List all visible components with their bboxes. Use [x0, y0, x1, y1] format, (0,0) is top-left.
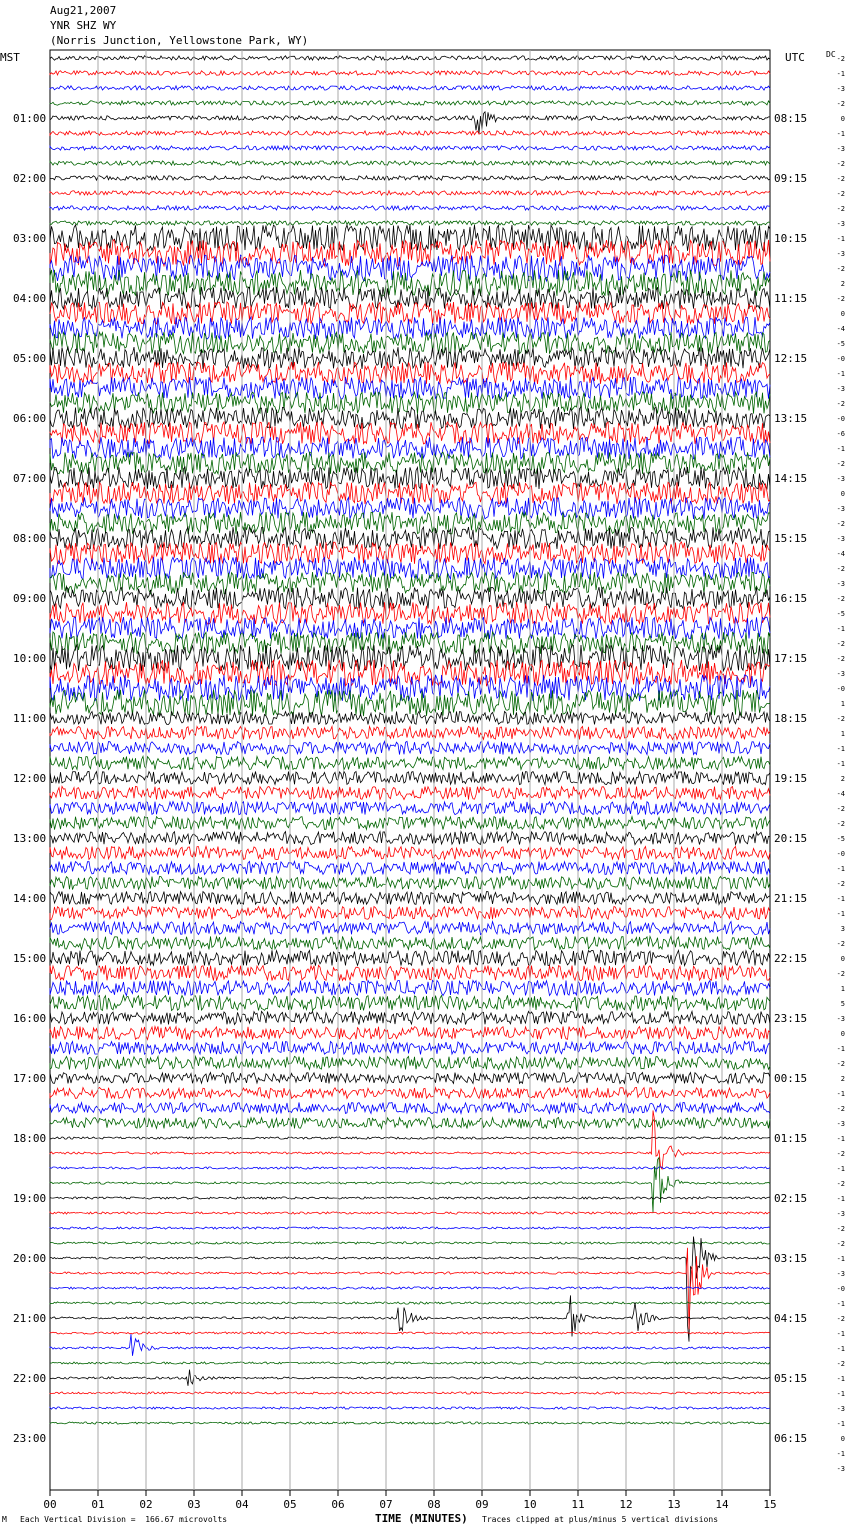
left-label-19: 20:00 — [13, 1252, 47, 1265]
dc-offset-67: -2 — [836, 1060, 845, 1068]
trace-21 — [50, 362, 770, 384]
dc-offset-5: -1 — [836, 130, 845, 138]
right-label-20: 04:15 — [774, 1312, 808, 1325]
corner-mark: M — [2, 1515, 7, 1524]
dc-offset-65: 0 — [840, 1030, 845, 1038]
dc-offset-16: -2 — [836, 295, 845, 303]
right-label-6: 14:15 — [774, 472, 808, 485]
trace-65 — [50, 1026, 770, 1039]
right-label-15: 23:15 — [774, 1012, 808, 1025]
trace-46 — [50, 741, 770, 754]
trace-79 — [50, 1242, 770, 1244]
left-label-10: 11:00 — [13, 712, 47, 725]
dc-offset-90: -3 — [836, 1405, 845, 1413]
right-label-8: 16:15 — [774, 592, 808, 605]
x-tick-label-14: 14 — [715, 1498, 729, 1511]
date-label: Aug21,2007 — [50, 4, 117, 17]
dc-offset-27: -2 — [836, 460, 845, 468]
dc-offset-43: 1 — [840, 700, 845, 708]
right-label-19: 03:15 — [774, 1252, 808, 1265]
dc-offset-62: 1 — [840, 985, 845, 993]
right-axis-title: UTC — [785, 51, 805, 64]
x-tick-label-12: 12 — [619, 1498, 633, 1511]
right-label-9: 17:15 — [774, 652, 808, 665]
dc-offset-33: -4 — [836, 550, 845, 558]
dc-offset-17: 0 — [840, 310, 845, 318]
right-label-1: 09:15 — [774, 172, 808, 185]
dc-offset-2: -3 — [836, 85, 845, 93]
dc-title: DC — [826, 50, 836, 59]
dc-offset-29: 0 — [840, 490, 845, 498]
plot-frame — [50, 50, 770, 1490]
dc-offset-66: -1 — [836, 1045, 845, 1053]
dc-offset-93: -1 — [836, 1450, 845, 1458]
left-label-20: 21:00 — [13, 1312, 47, 1325]
trace-48 — [50, 771, 770, 784]
trace-86 — [50, 1334, 770, 1356]
trace-60 — [50, 950, 770, 965]
trace-72 — [50, 1137, 770, 1139]
dc-offset-55: -2 — [836, 880, 845, 888]
dc-offset-26: -1 — [836, 445, 845, 453]
trace-51 — [50, 817, 770, 830]
trace-36 — [50, 587, 770, 609]
dc-offset-10: -2 — [836, 205, 845, 213]
dc-offset-87: -2 — [836, 1360, 845, 1368]
dc-offset-79: -2 — [836, 1240, 845, 1248]
right-label-10: 18:15 — [774, 712, 808, 725]
dc-offset-86: -1 — [836, 1345, 845, 1353]
clip-note: Traces clipped at plus/minus 5 vertical divisions — [482, 1515, 719, 1524]
left-label-18: 19:00 — [13, 1192, 47, 1205]
x-tick-label-2: 02 — [139, 1498, 153, 1511]
x-tick-label-9: 09 — [475, 1498, 489, 1511]
right-label-21: 05:15 — [774, 1372, 808, 1385]
dc-offset-94: -3 — [836, 1465, 845, 1473]
trace-59 — [50, 936, 770, 949]
x-tick-label-8: 08 — [427, 1498, 441, 1511]
dc-offset-19: -5 — [836, 340, 845, 348]
dc-offset-7: -2 — [836, 160, 845, 168]
trace-83 — [50, 1302, 770, 1304]
scale-note: Each Vertical Division = 166.67 microvolts — [20, 1515, 228, 1524]
dc-offset-71: -3 — [836, 1120, 845, 1128]
dc-offset-49: -4 — [836, 790, 845, 798]
x-tick-label-13: 13 — [667, 1498, 681, 1511]
trace-3 — [50, 101, 770, 105]
dc-offset-83: -1 — [836, 1300, 845, 1308]
dc-offset-46: -1 — [836, 745, 845, 753]
right-label-2: 10:15 — [774, 232, 808, 245]
dc-offset-61: -2 — [836, 970, 845, 978]
left-label-17: 18:00 — [13, 1132, 47, 1145]
trace-53 — [50, 846, 770, 859]
x-axis-title: TIME (MINUTES) — [375, 1512, 468, 1525]
trace-1 — [50, 71, 770, 75]
trace-64 — [50, 1011, 770, 1024]
dc-offset-72: -1 — [836, 1135, 845, 1143]
dc-offset-4: 0 — [840, 115, 845, 123]
dc-offset-54: -1 — [836, 865, 845, 873]
trace-71 — [50, 1118, 770, 1129]
x-tick-label-5: 05 — [283, 1498, 297, 1511]
dc-offset-0: -2 — [836, 55, 845, 63]
dc-offset-75: -2 — [836, 1180, 845, 1188]
left-label-7: 08:00 — [13, 532, 47, 545]
dc-offset-51: -2 — [836, 820, 845, 828]
x-tick-label-1: 01 — [91, 1498, 105, 1511]
trace-68 — [50, 1073, 770, 1084]
dc-offset-1: -1 — [836, 70, 845, 78]
location-label: (Norris Junction, Yellowstone Park, WY) — [50, 34, 309, 47]
trace-26 — [50, 437, 770, 459]
trace-87 — [50, 1362, 770, 1364]
dc-offset-91: -1 — [836, 1420, 845, 1428]
dc-offset-82: -0 — [836, 1285, 845, 1293]
trace-61 — [50, 965, 770, 980]
dc-offset-64: -3 — [836, 1015, 845, 1023]
left-label-6: 07:00 — [13, 472, 47, 485]
right-label-5: 13:15 — [774, 412, 808, 425]
trace-47 — [50, 756, 770, 769]
right-label-0: 08:15 — [774, 112, 808, 125]
dc-offset-25: -6 — [836, 430, 845, 438]
trace-85 — [50, 1332, 770, 1334]
dc-offset-85: -1 — [836, 1330, 845, 1338]
dc-offset-41: -3 — [836, 670, 845, 678]
trace-12 — [50, 225, 770, 251]
trace-89 — [50, 1392, 770, 1394]
trace-4 — [50, 112, 770, 134]
trace-31 — [50, 512, 770, 534]
x-tick-label-11: 11 — [571, 1498, 585, 1511]
dc-offset-21: -1 — [836, 370, 845, 378]
trace-90 — [50, 1407, 770, 1409]
right-label-3: 11:15 — [774, 292, 808, 305]
trace-73 — [50, 1111, 770, 1170]
dc-offset-23: -2 — [836, 400, 845, 408]
trace-77 — [50, 1212, 770, 1214]
trace-63 — [50, 995, 770, 1010]
right-label-7: 15:15 — [774, 532, 808, 545]
trace-6 — [50, 146, 770, 150]
dc-offset-68: 2 — [840, 1075, 845, 1083]
dc-offset-35: -3 — [836, 580, 845, 588]
trace-22 — [50, 377, 770, 399]
left-label-22: 23:00 — [13, 1432, 47, 1445]
trace-66 — [50, 1041, 770, 1054]
trace-11 — [50, 221, 770, 225]
left-label-15: 16:00 — [13, 1012, 47, 1025]
trace-78 — [50, 1227, 770, 1229]
left-label-9: 10:00 — [13, 652, 47, 665]
right-label-4: 12:15 — [774, 352, 808, 365]
trace-7 — [50, 161, 770, 165]
dc-offset-32: -3 — [836, 535, 845, 543]
dc-offset-58: 3 — [840, 925, 845, 933]
dc-offset-70: -2 — [836, 1105, 845, 1113]
dc-offset-74: -1 — [836, 1165, 845, 1173]
right-label-22: 06:15 — [774, 1432, 808, 1445]
trace-76 — [50, 1197, 770, 1199]
trace-82 — [50, 1287, 770, 1289]
right-label-17: 01:15 — [774, 1132, 808, 1145]
dc-offset-20: -0 — [836, 355, 845, 363]
trace-88 — [50, 1370, 770, 1386]
trace-67 — [50, 1056, 770, 1069]
left-label-3: 04:00 — [13, 292, 47, 305]
x-tick-label-0: 00 — [43, 1498, 57, 1511]
left-label-13: 14:00 — [13, 892, 47, 905]
dc-offset-59: -2 — [836, 940, 845, 948]
dc-offset-42: -0 — [836, 685, 845, 693]
trace-24 — [50, 407, 770, 429]
station-label: YNR SHZ WY — [50, 19, 117, 32]
dc-offset-60: 0 — [840, 955, 845, 963]
trace-57 — [50, 906, 770, 919]
right-label-11: 19:15 — [774, 772, 808, 785]
trace-5 — [50, 131, 770, 135]
dc-offset-92: 0 — [840, 1435, 845, 1443]
right-label-12: 20:15 — [774, 832, 808, 845]
dc-offset-88: -1 — [836, 1375, 845, 1383]
dc-offset-73: -2 — [836, 1150, 845, 1158]
dc-offset-9: -2 — [836, 190, 845, 198]
dc-offset-14: -2 — [836, 265, 845, 273]
dc-offset-13: -3 — [836, 250, 845, 258]
dc-offset-89: -1 — [836, 1390, 845, 1398]
left-label-0: 01:00 — [13, 112, 47, 125]
dc-offset-48: 2 — [840, 775, 845, 783]
dc-offset-37: -5 — [836, 610, 845, 618]
dc-offset-80: -1 — [836, 1255, 845, 1263]
dc-offset-53: -0 — [836, 850, 845, 858]
trace-39 — [50, 632, 770, 654]
right-label-14: 22:15 — [774, 952, 808, 965]
trace-35 — [50, 572, 770, 594]
left-label-8: 09:00 — [13, 592, 47, 605]
trace-40 — [50, 645, 770, 671]
trace-28 — [50, 467, 770, 489]
trace-9 — [50, 191, 770, 195]
dc-offset-15: 2 — [840, 280, 845, 288]
dc-offset-30: -3 — [836, 505, 845, 513]
trace-56 — [50, 892, 770, 905]
dc-offset-81: -3 — [836, 1270, 845, 1278]
dc-offset-34: -2 — [836, 565, 845, 573]
dc-offset-69: -1 — [836, 1090, 845, 1098]
left-label-11: 12:00 — [13, 772, 47, 785]
trace-69 — [50, 1088, 770, 1099]
dc-offset-63: 5 — [840, 1000, 845, 1008]
trace-55 — [50, 876, 770, 889]
trace-34 — [50, 557, 770, 579]
trace-49 — [50, 786, 770, 799]
trace-32 — [50, 527, 770, 549]
trace-58 — [50, 921, 770, 934]
left-label-1: 02:00 — [13, 172, 47, 185]
dc-offset-18: -4 — [836, 325, 845, 333]
x-tick-label-15: 15 — [763, 1498, 777, 1511]
dc-offset-36: -2 — [836, 595, 845, 603]
x-tick-label-10: 10 — [523, 1498, 537, 1511]
dc-offset-78: -2 — [836, 1225, 845, 1233]
trace-2 — [50, 86, 770, 90]
trace-70 — [50, 1103, 770, 1114]
trace-10 — [50, 206, 770, 210]
dc-offset-31: -2 — [836, 520, 845, 528]
left-label-5: 06:00 — [13, 412, 47, 425]
trace-62 — [50, 980, 770, 995]
dc-offset-47: -1 — [836, 760, 845, 768]
dc-offset-52: -5 — [836, 835, 845, 843]
left-label-4: 05:00 — [13, 352, 47, 365]
dc-offset-24: -0 — [836, 415, 845, 423]
dc-offset-39: -2 — [836, 640, 845, 648]
trace-45 — [50, 726, 770, 739]
x-tick-label-7: 07 — [379, 1498, 393, 1511]
dc-offset-44: -2 — [836, 715, 845, 723]
right-label-16: 00:15 — [774, 1072, 808, 1085]
dc-offset-45: 1 — [840, 730, 845, 738]
trace-23 — [50, 392, 770, 414]
right-label-13: 21:15 — [774, 892, 808, 905]
trace-50 — [50, 801, 770, 814]
dc-offset-56: -1 — [836, 895, 845, 903]
x-tick-label-4: 04 — [235, 1498, 249, 1511]
dc-offset-3: -2 — [836, 100, 845, 108]
trace-91 — [50, 1422, 770, 1424]
trace-54 — [50, 861, 770, 874]
dc-offset-84: -2 — [836, 1315, 845, 1323]
dc-offset-12: -1 — [836, 235, 845, 243]
left-label-14: 15:00 — [13, 952, 47, 965]
left-label-21: 22:00 — [13, 1372, 47, 1385]
left-label-2: 03:00 — [13, 232, 47, 245]
dc-offset-38: -1 — [836, 625, 845, 633]
dc-offset-6: -3 — [836, 145, 845, 153]
dc-offset-76: -1 — [836, 1195, 845, 1203]
trace-0 — [50, 56, 770, 60]
right-label-18: 02:15 — [774, 1192, 808, 1205]
trace-52 — [50, 832, 770, 845]
x-tick-label-6: 06 — [331, 1498, 345, 1511]
dc-offset-50: -2 — [836, 805, 845, 813]
left-label-12: 13:00 — [13, 832, 47, 845]
dc-offset-28: -3 — [836, 475, 845, 483]
trace-25 — [50, 422, 770, 444]
left-label-16: 17:00 — [13, 1072, 47, 1085]
left-axis-title: MST — [0, 51, 20, 64]
dc-offset-22: -3 — [836, 385, 845, 393]
dc-offset-11: -3 — [836, 220, 845, 228]
dc-offset-40: -2 — [836, 655, 845, 663]
dc-offset-57: -1 — [836, 910, 845, 918]
dc-offset-8: -2 — [836, 175, 845, 183]
x-tick-label-3: 03 — [187, 1498, 201, 1511]
dc-offset-77: -3 — [836, 1210, 845, 1218]
trace-8 — [50, 176, 770, 180]
